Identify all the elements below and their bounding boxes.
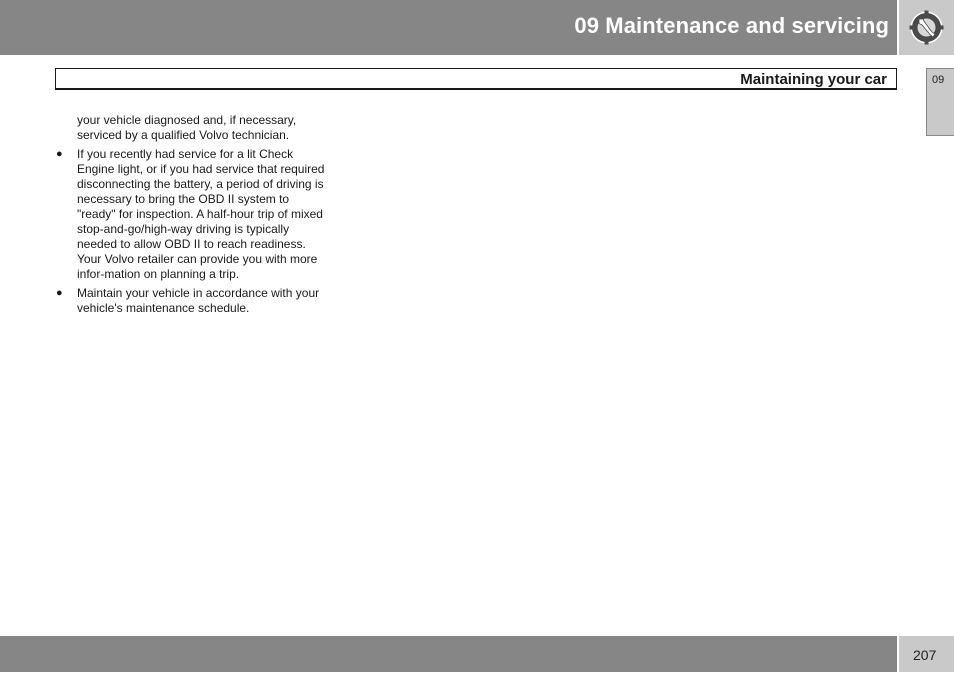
header-bar (0, 0, 897, 55)
bullet-text: Maintain your vehicle in accordance with your vehicle's maintenance schedule. (77, 286, 320, 315)
page-number-box (899, 636, 954, 672)
chapter-title: 09 Maintenance and servicing (574, 13, 889, 38)
side-tab-label: 09 (932, 74, 945, 86)
bullet-icon: ● (56, 148, 63, 160)
bullet-item (55, 286, 325, 316)
chapter-icon-box (899, 0, 954, 55)
wrench-gear-icon (909, 10, 944, 45)
footer-bar (0, 636, 897, 672)
page-number: 207 (913, 647, 937, 663)
bullet-icon: ● (56, 287, 63, 299)
chapter-side-tab[interactable] (926, 68, 954, 136)
bullet-item (55, 147, 325, 282)
section-header (55, 68, 897, 90)
section-title: Maintaining your car (740, 71, 887, 88)
body-text-column (55, 113, 325, 320)
bullet-text: If you recently had service for a lit Check Engine light, or if you had service that required disconnecting the battery, a period of driving is necessary to bring the OBD II system to "ready" for inspection. A half-hour trip of mixed stop-and-go/high-way driving is typically needed to allow OBD II to reach readiness. Your Volvo retailer can provide you with more infor-mation on planning a trip. (77, 147, 325, 281)
continued-paragraph: your vehicle diagnosed and, if necessary, serviced by a qualified Volvo technician. (77, 113, 297, 142)
